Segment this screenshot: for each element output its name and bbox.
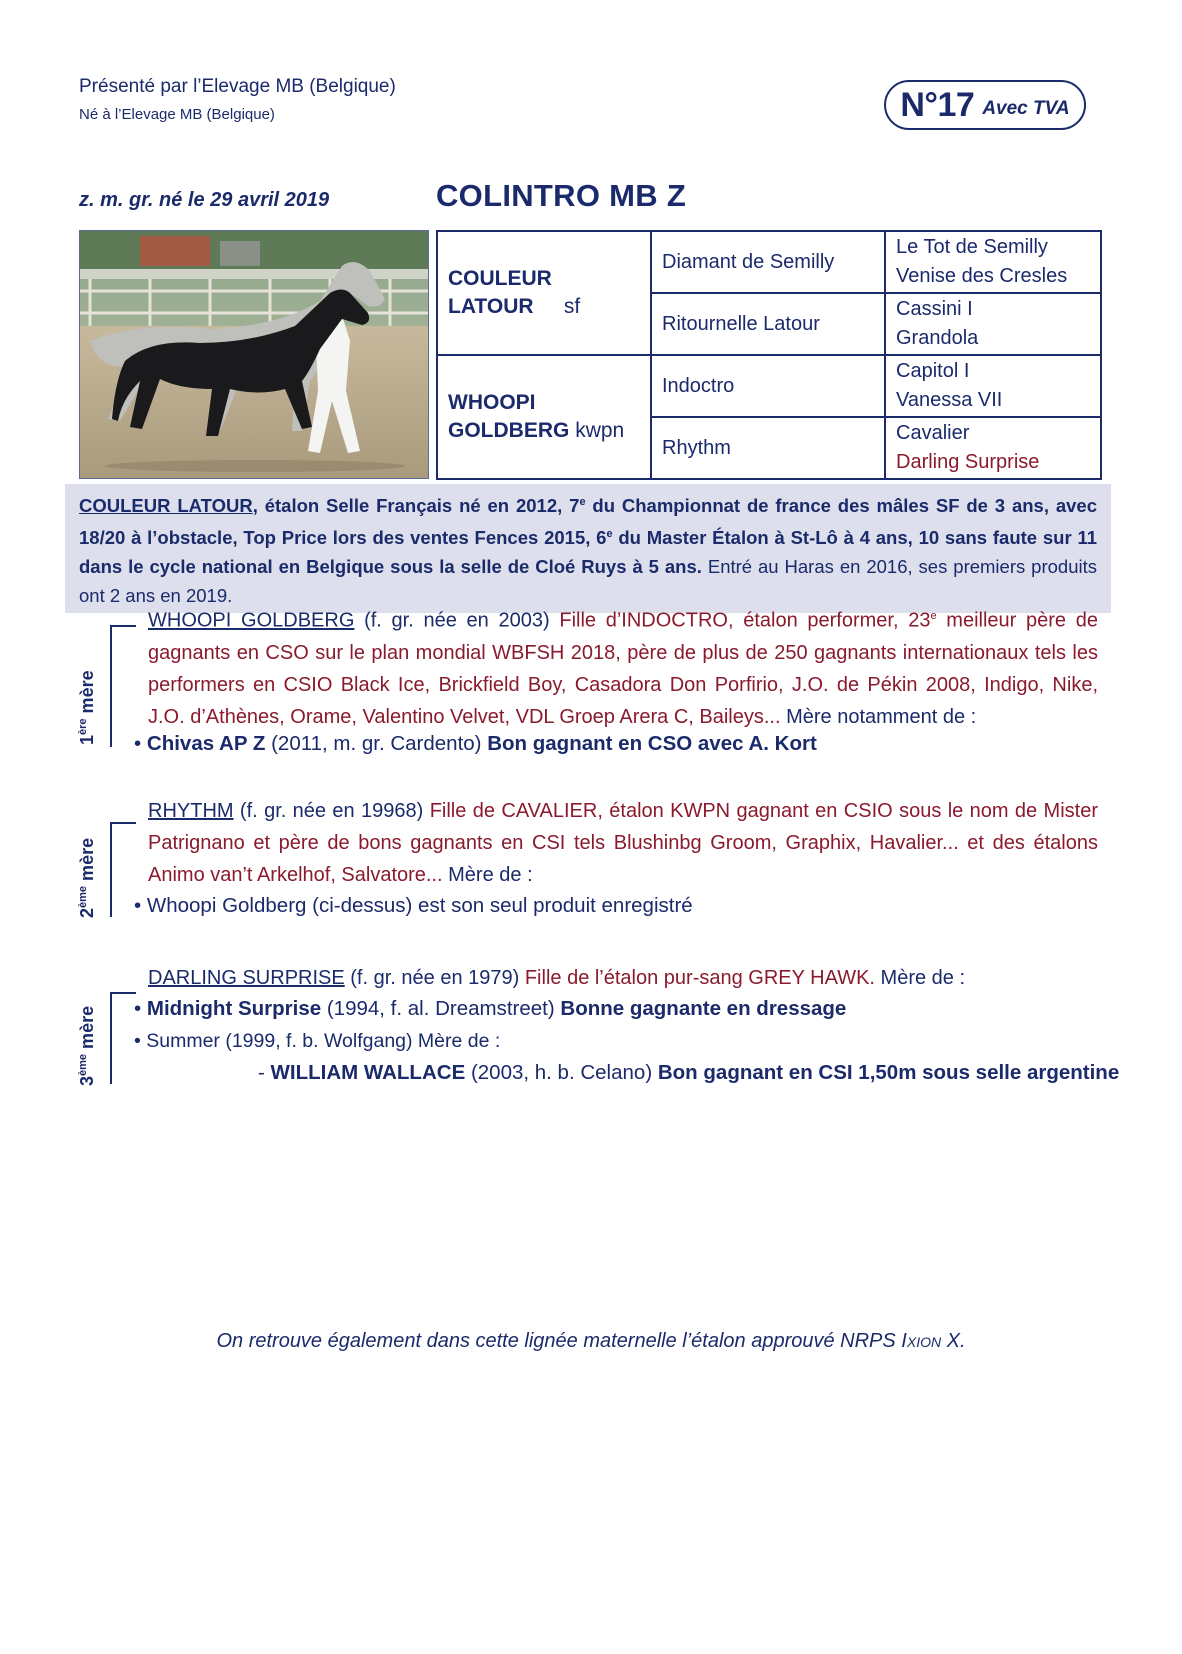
footer-suffix: X. xyxy=(941,1330,966,1352)
mare3-paragraph xyxy=(148,962,1098,994)
horse-name: COLINTRO MB Z xyxy=(436,178,687,213)
mare2-bracket xyxy=(110,822,136,917)
birthplace-line: Né à l’Elevage MB (Belgique) xyxy=(79,106,275,123)
stallion-text-a: , étalon Selle Français né en 2012, 7 xyxy=(252,495,580,517)
mare2-label: 2ème mère xyxy=(77,837,97,918)
mare2-text-a: Fille de CAVALIER, étalon KWPN gagnant en CSIO sous le nom de Mister Patrignano et père de bons gagnants en CSI tels Blushinbg Groom, Graphix, Havalier... et des étalons Animo van’t Arkelhof, Salvatore... xyxy=(148,800,1098,886)
mare2-paragraph xyxy=(148,795,1098,891)
stallion-sup-2: e xyxy=(606,528,613,541)
mare3-progeny-1: • Midnight Surprise (1994, f. al. Dreamstreet) Bonne gagnante en dressage xyxy=(134,997,847,1020)
dam-name-line2: GOLDBERG xyxy=(448,419,570,442)
mare1-prog-name: Chivas AP Z xyxy=(146,732,266,755)
lot-number: N°17 xyxy=(900,85,975,124)
stallion-text-b: du Championnat de france des mâles SF de 3 ans, avec 18/20 à l’obstacle, Top Price lors des ventes Fences 2015, 6 xyxy=(79,495,1097,549)
footer-note xyxy=(0,1330,1182,1353)
stallion-sup-1: e xyxy=(579,496,586,508)
gg-cell-1 xyxy=(885,231,1101,293)
mare3-info: (f. gr. née en 1979) xyxy=(344,967,520,989)
mare1-text-a: Fille d’INDOCTRO, étalon performer, 23 xyxy=(549,609,931,632)
mare1-info: (f. gr. née en 2003) xyxy=(354,609,550,632)
gg-cell-4 xyxy=(885,417,1101,479)
mare3-progeny-3: - WILLIAM WALLACE (2003, h. b. Celano) Bon gagnant en CSI 1,50m sous selle argentine xyxy=(258,1061,1120,1084)
pedigree-table xyxy=(436,230,1102,480)
dam-cell xyxy=(437,355,651,479)
dam-studbook: kwpn xyxy=(575,419,625,442)
sire-studbook: sf xyxy=(563,295,581,318)
mare3-text-a: Fille de l’étalon pur-sang GREY HAWK. xyxy=(519,967,875,989)
dam-name-line1: WHOOPI xyxy=(448,391,536,414)
footer-stallion: Ixion xyxy=(901,1330,942,1352)
stallion-text-d: Entré au Haras en 2016, ses premiers produits ont 2 ans en 2019. xyxy=(79,556,1097,607)
gg-2b: Grandola xyxy=(896,327,979,349)
presenter-line: Présenté par l’Elevage MB (Belgique) xyxy=(79,76,396,97)
mare1-prog-info: (2011, m. gr. Cardento) xyxy=(265,732,482,755)
mare1-text-b: meilleur père de gagnants en CSO sur le plan mondial WBFSH 2018, père de plus de 250 gagnants internationaux tels les performers en CSIO Black Ice, Brickfield Boy, Casadora Don Porfirio, J.O. de Pékin 2008, Indigo, Nike, J.O. d’Athènes, Orame, Valentino Velvet, VDL Groep Arera C, Baileys... xyxy=(148,609,1098,728)
mare3-text-b: Mère de : xyxy=(874,967,966,989)
mare1-name: WHOOPI GOLDBERG xyxy=(148,609,355,632)
mare1-bracket xyxy=(110,625,136,747)
stallion-name: COULEUR LATOUR xyxy=(79,495,253,517)
lot-badge xyxy=(884,80,1086,130)
mare1-paragraph xyxy=(148,600,1098,733)
sire-name: COULEUR LATOUR xyxy=(448,267,552,318)
footer-text: On retrouve également dans cette lignée maternelle l’étalon approuvé NRPS xyxy=(216,1330,902,1352)
stallion-info-box xyxy=(65,484,1111,613)
horse-description: z. m. gr. né le 29 avril 2019 xyxy=(79,189,330,211)
gg-3b: Vanessa VII xyxy=(896,389,1003,411)
mare2-prog: Whoopi Goldberg (ci-dessus) est son seul produit enregistré xyxy=(141,894,693,917)
mare3-name: DARLING SURPRISE xyxy=(148,967,345,989)
mare1-progeny: • Chivas AP Z (2011, m. gr. Cardento) Bon gagnant en CSO avec A. Kort xyxy=(134,732,817,755)
mare3-prog3-result: Bon gagnant en CSI 1,50m sous selle argentine xyxy=(652,1061,1120,1084)
gg-1a: Le Tot de Semilly xyxy=(896,236,1048,258)
mare3-bracket xyxy=(110,992,136,1084)
mare1-prog-result: Bon gagnant en CSO avec A. Kort xyxy=(481,732,817,755)
stallion-text-c: du Master Étalon à St-Lô à 4 ans, 10 sans faute sur 11 dans le cycle national en Belgique sous la selle de Cloé Ruys à 5 ans. xyxy=(79,527,1097,578)
sire-sire-cell: Diamant de Semilly xyxy=(651,231,885,293)
mare2-progeny: • Whoopi Goldberg (ci-dessus) est son seul produit enregistré xyxy=(134,894,693,917)
mare3-progeny-2: • Summer (1999, f. b. Wolfgang) Mère de : xyxy=(134,1030,501,1052)
horse-photo xyxy=(79,230,429,479)
dam-dam-cell: Rhythm xyxy=(651,417,885,479)
stallion-paragraph xyxy=(79,488,1097,610)
mare3-prog1-result: Bonne gagnante en dressage xyxy=(554,997,847,1020)
gg-cell-2 xyxy=(885,293,1101,355)
sire-cell xyxy=(437,231,651,355)
mare3-prog1-name: Midnight Surprise xyxy=(146,997,322,1020)
gg-3a: Capitol I xyxy=(896,360,970,382)
mare2-info: (f. gr. née en 19968) xyxy=(233,800,424,822)
mare3-prog1-info: (1994, f. al. Dreamstreet) xyxy=(321,997,555,1020)
mare3-prog2: Summer (1999, f. b. Wolfgang) Mère de : xyxy=(140,1030,501,1052)
mare2-text-b: Mère de : xyxy=(442,864,533,886)
mare3-prog3-info: (2003, h. b. Celano) xyxy=(465,1061,653,1084)
mare1-label: 1ère mère xyxy=(77,670,97,745)
gg-4b: Darling Surprise xyxy=(896,451,1040,473)
gg-cell-3 xyxy=(885,355,1101,417)
gg-2a: Cassini I xyxy=(896,298,973,320)
lot-vat-label: Avec TVA xyxy=(982,98,1070,119)
mare3-prog3-name: WILLIAM WALLACE xyxy=(270,1061,466,1084)
mare2-name: RHYTHM xyxy=(148,800,234,822)
mare1-text-c: Mère notamment de : xyxy=(780,705,977,728)
gg-1b: Venise des Cresles xyxy=(896,265,1068,287)
gg-4a: Cavalier xyxy=(896,422,970,444)
dam-sire-cell: Indoctro xyxy=(651,355,885,417)
sire-dam-cell: Ritournelle Latour xyxy=(651,293,885,355)
mare3-label: 3ème mère xyxy=(77,1005,97,1086)
mare1-sup: e xyxy=(930,610,937,622)
